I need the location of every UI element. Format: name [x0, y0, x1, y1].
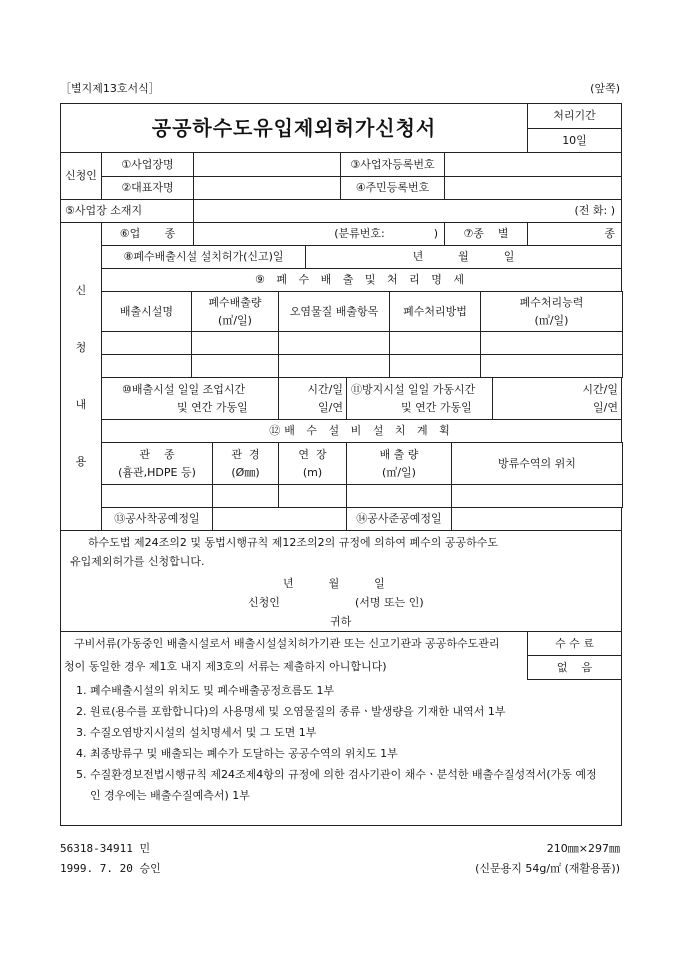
prevention-operation-field[interactable]	[492, 377, 622, 420]
discharge-operation-label	[101, 377, 279, 420]
unit: 시간/일	[307, 382, 343, 396]
content-label-char: 청	[75, 341, 87, 355]
discharge-header: ⑨ 폐 수 배 출 및 처 리 명 세	[101, 268, 622, 292]
construction-start-field[interactable]	[212, 507, 347, 531]
documents-line1: 구비서류(가동중인 배출시설로서 배출시설설치허가기관 또는 신고기관과 공공하수도관리	[74, 637, 500, 650]
discharge-col-header	[480, 291, 623, 332]
location-field[interactable]	[193, 199, 622, 223]
drain-cell[interactable]	[346, 484, 452, 508]
discharge-cell[interactable]	[480, 354, 623, 378]
header-line: (㎥/일)	[218, 313, 252, 327]
applicant-label: 신청인	[60, 152, 102, 200]
label-line: ⑩배출시설 일일 조업시간	[122, 382, 246, 396]
header-line: 배출시설명	[119, 304, 174, 318]
unit: 일/연	[593, 400, 618, 414]
sign-placeholder: (서명 또는 인)	[355, 596, 424, 609]
discharge-cell[interactable]	[278, 354, 390, 378]
location-label: ⑤사업장 소재지	[60, 199, 194, 223]
phone-text: (전 화: )	[574, 204, 615, 217]
header-line: (흄관,HDPE 등)	[118, 465, 196, 479]
business-reg-label: ③사업자등록번호	[340, 152, 445, 177]
content-label-char: 신	[75, 284, 87, 298]
document-item: 4. 최종방류구 및 배출되는 폐수가 도달하는 공공수역의 위치도 1부	[76, 747, 398, 760]
fee-label: 수 수 료	[527, 631, 622, 656]
discharge-col-header	[389, 291, 481, 332]
unit: 일/연	[318, 400, 343, 414]
form-number: ［별지제13호서식］	[60, 82, 160, 95]
drain-header: ⑫배 수 설 비 설 치 계 획	[101, 419, 622, 443]
header-line: 폐수처리방법	[403, 304, 467, 318]
fee-value: 없 음	[527, 655, 622, 680]
discharge-col-header	[278, 291, 390, 332]
discharge-col-header	[101, 291, 192, 332]
resident-no-label: ④주민등록번호	[340, 176, 445, 200]
header-line: 폐수배출량	[208, 295, 262, 309]
discharge-cell[interactable]	[191, 331, 279, 355]
type-field[interactable]	[527, 222, 622, 246]
document-item: 인 경우에는 배출수질예측서) 1부	[90, 789, 250, 802]
header-line: 폐수처리능력	[519, 295, 584, 309]
header-line: (㎥/일)	[534, 313, 569, 327]
page-side: (앞쪽)	[590, 82, 620, 95]
prevention-operation-label	[346, 377, 493, 420]
declaration-line1: 하수도법 제24조의2 및 동법시행규칙 제12조의2의 규정에 의하여 폐수의 공공하수도	[88, 536, 498, 549]
processing-label: 처리기간	[527, 103, 622, 129]
discharge-cell[interactable]	[480, 331, 623, 355]
declaration-line2: 유입제외허가를 신청합니다.	[70, 555, 205, 568]
applicant-sign-label: 신청인	[248, 596, 280, 609]
rep-name-field[interactable]	[193, 176, 341, 200]
header-line: 관 경	[231, 447, 260, 461]
construction-start-label: ⑬공사착공예정일	[101, 507, 213, 531]
header-line: (m)	[302, 465, 323, 479]
paper-size: 210㎜×297㎜	[546, 842, 620, 855]
discharge-operation-field[interactable]	[278, 377, 347, 420]
drain-cell[interactable]	[101, 484, 213, 508]
document-item: 5. 수질환경보전법시행규칙 제24조제4항의 규정에 의한 검사기관이 채수ㆍ분석한 배출수질성적서(가동 예정	[76, 768, 597, 781]
header-line: 배 출 량	[379, 447, 419, 461]
discharge-col-header	[191, 291, 279, 332]
document-item: 2. 원료(용수를 포함합니다)의 사용명세 및 오염물질의 종류ㆍ발생량을 기재한 내역서 1부	[76, 705, 506, 718]
form-code: 56318-34911 민	[60, 842, 151, 855]
processing-value: 10일	[527, 128, 622, 153]
header-line: 관 종	[139, 447, 175, 461]
approval-date: 1999. 7. 20 승인	[60, 862, 161, 875]
header-line: 방류수역의 위치	[498, 456, 576, 470]
rep-name-label: ②대표자명	[101, 176, 194, 200]
permit-date-label: ⑧폐수배출시설 설치허가(신고)일	[101, 245, 306, 269]
construction-end-label: ⑭공사준공예정일	[346, 507, 452, 531]
drain-col-header	[346, 442, 452, 485]
content-label-char: 내	[75, 397, 87, 411]
industry-label: ⑥업 종	[101, 222, 194, 246]
label-line: 및 연간 가동일	[401, 400, 472, 414]
drain-col-header	[212, 442, 279, 485]
discharge-cell[interactable]	[389, 331, 481, 355]
class-no-text: (분류번호: )	[334, 227, 438, 240]
resident-no-field[interactable]	[444, 176, 622, 200]
drain-cell[interactable]	[212, 484, 279, 508]
business-name-field[interactable]	[193, 152, 341, 177]
unit: 시간/일	[582, 382, 618, 396]
business-name-label: ①사업장명	[101, 152, 194, 177]
drain-col-header	[278, 442, 347, 485]
paper-type: (신문용지 54g/㎡ (재활용품))	[475, 862, 620, 875]
type-label: ⑦종 별	[444, 222, 528, 246]
header-line: 연 장	[298, 447, 327, 461]
document-item: 1. 폐수배출시설의 위치도 및 폐수배출공정흐름도 1부	[76, 684, 335, 697]
label-line: 및 연간 가동일	[177, 400, 248, 414]
label-line: ⑪방지시설 일일 가동시간	[351, 382, 476, 396]
header-line: 오염물질 배출항목	[289, 304, 379, 318]
form-title: 공공하수도유입제외허가신청서	[60, 103, 528, 153]
content-label	[60, 222, 102, 531]
industry-field[interactable]	[193, 222, 445, 246]
discharge-cell[interactable]	[101, 354, 192, 378]
drain-col-header	[101, 442, 213, 485]
drain-col-header	[451, 442, 623, 485]
type-unit: 종	[604, 227, 615, 240]
addressee: 귀하	[330, 615, 352, 628]
header-line: (Ø㎜)	[231, 465, 260, 479]
declaration-date: 년 월 일	[283, 577, 385, 590]
construction-end-field[interactable]	[451, 507, 622, 531]
discharge-cell[interactable]	[389, 354, 481, 378]
discharge-cell[interactable]	[278, 331, 390, 355]
drain-cell[interactable]	[451, 484, 623, 508]
business-reg-field[interactable]	[444, 152, 622, 177]
discharge-cell[interactable]	[101, 331, 192, 355]
content-label-char: 용	[75, 454, 87, 468]
discharge-cell[interactable]	[191, 354, 279, 378]
document-item: 3. 수질오염방지시설의 설치명세서 및 그 도면 1부	[76, 726, 317, 739]
header-line: (㎥/일)	[382, 465, 416, 479]
permit-date-field[interactable]: 년 월 일	[305, 245, 622, 269]
documents-line2: 청이 동일한 경우 제1호 내지 제3호의 서류는 제출하지 아니합니다)	[64, 660, 387, 673]
drain-cell[interactable]	[278, 484, 347, 508]
